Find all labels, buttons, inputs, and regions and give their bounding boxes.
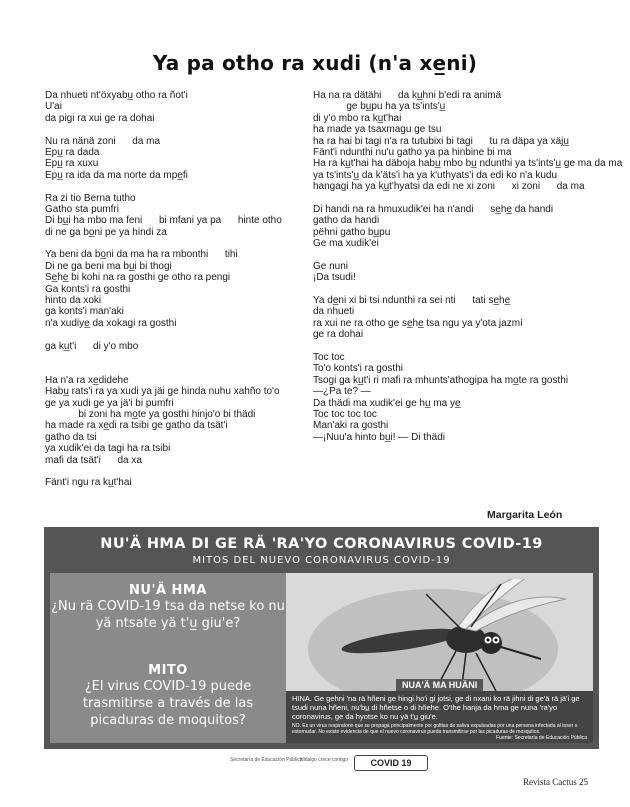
poem-line: hangagi ha ya ku̲t'hyatsi da edi ne xi zoni xi zoni da ma (313, 181, 585, 193)
poem-line: Ha n'a ra xe̲didehe (45, 374, 129, 386)
poem-line: mafi da tsät'i da xa (45, 454, 142, 466)
poem-line (45, 181, 295, 192)
poem-line: Gatho sta pumfri (45, 203, 119, 215)
poem-line: gatho da tsi (45, 431, 97, 443)
poem-line: gatho da handi (313, 215, 380, 227)
myth-es-text: ¿El virus COVID-19 puede trasmitirse a través de las picaduras de moquitos? (82, 679, 254, 728)
poem-right-column (313, 90, 623, 443)
myth-panel (50, 573, 286, 743)
poem-line: Epu̲ ra ida da ma norte da mpe̲fi (45, 169, 188, 181)
poem-line: n'a xudiye̲ da xokagi ra gosthi (45, 317, 177, 329)
poem-line: ha ra hai bi tagi n'a ra tutubixi bi tagi tu ra däpa ya xäju̲ (313, 135, 569, 147)
poem-line: ha made ya tsaxmagu ge tsu (313, 124, 442, 136)
myth-otomi-text: ¿Nu rä COVID-19 tsa da netse ko nu yä ntsate yä t'u̲ giu'e? (51, 599, 285, 631)
poem-line: —¿Pa te? — (313, 386, 371, 398)
poem-line: di ne ga bo̲ni pe ya hindi za (45, 226, 167, 238)
myth-otomi-label: NU'Ä HMA (129, 583, 207, 598)
answer-box (286, 680, 593, 743)
answer-panel (286, 573, 593, 743)
poem-line: Di handi na ra hmuxudik'ei ha n'andi se̲he̲ da handi (313, 203, 554, 215)
poem-line: U'ai (45, 101, 62, 113)
poem-line: Di bu̲i ha mbo ma feni bi mfani ya pa hinte otho (45, 215, 282, 227)
poem-line: To'o konts'i ra gosthi (313, 363, 403, 375)
poem-line (45, 466, 295, 477)
poem-line (45, 352, 295, 363)
sep-logo: Secretaría de Educación Pública (230, 757, 303, 763)
page-footer: Revista Cactus 25 (523, 777, 588, 787)
answer-source: Fuente: Secretaría de Educación Pública (496, 735, 587, 741)
poem-line: Toc toc toc toc (313, 408, 377, 420)
poem-line: Fänt'i ndunthi nu'u gatho ya pa hinbine bi ma (313, 146, 512, 158)
mosquito-icon (326, 579, 576, 694)
poem-line (45, 363, 295, 374)
poem-line: Habu̲ rats'i ra ya xudi ya jäi ge hinda nuhu xahño to'o (45, 386, 280, 398)
poem-line: ge ya xudi ge ya jä'i bi pumfri (45, 397, 174, 409)
poem-line: ge bu̲pu ha ya ts'ints'u̲ (313, 101, 446, 113)
poem-line: Ya de̲ni xi bi tsi ndunthi ra sei nti tati se̲he̲ (313, 295, 511, 307)
poem-line: Fänt'i ngu ra ku̲t'hai (45, 477, 132, 489)
poem-line: Ga konts'i ra gosthi (45, 283, 131, 295)
poem-line: Di ne ga beni ma bu̲i bi thogi (45, 260, 172, 272)
covid19-logo: COVID 19 (354, 755, 428, 771)
poem-line: Se̲he̲ bi kohi na ra gosthi ge otho ra pengi (45, 272, 231, 284)
poster-heading: NU'Ä HMA DI GE RÄ 'RA'YO CORONAVIRUS COVID-19 (100, 536, 543, 552)
poem-left-column (45, 90, 295, 489)
poem-line: Ha ra ku̲t'hai ha däboja habu̲ mbo bu̲ ndunthi ya ts'ints'u̲ ge ma da ma (313, 158, 623, 170)
poem-line: ge ra dohai (313, 329, 364, 341)
poem-line: ga ku̲t'i di y'o mbo (45, 340, 139, 352)
poem-line: bi zoni ha mo̲te ya gosthi hinjo'o bi thädi (45, 408, 256, 420)
poem-line: ¡Da tsudi! (313, 272, 356, 284)
poem-line: ra xui ne ra otho ge se̲he̲ tsa ngu ya y'ota jazmí (313, 317, 523, 329)
poem-line: —¡Nuu'a hinto bu̲i! — Di thädi (313, 431, 445, 443)
poem-line: Epu̲ ra xuxu (45, 158, 99, 170)
poem-title: Ya pa otho ra xudi (n'a xe̲ni) (152, 51, 478, 75)
poem-line: Man'aki ra gosthi (313, 420, 389, 432)
poem-line (313, 341, 583, 352)
poem-line: ya ts'ints'u̲ da k'äts'i ha ya k'uthyats'i da edi ko n'a kudu (313, 169, 558, 181)
poem-line (45, 124, 295, 135)
poem-line: da pigi ra xui ge ra dohai (45, 112, 155, 124)
poem-line: hinto da xoki (45, 295, 102, 307)
poem-line: di y'o mbo ra ku̲t'hai (313, 112, 402, 124)
poem-line (313, 249, 583, 260)
poem-line: Tsogi ga ku̲t'i ri mafi ra mhunts'athogipa ha mo̲te ra gosthi (313, 374, 569, 386)
poem-line: ha made ra xe̲di ra tsibi ge gatho da tsät'i (45, 420, 228, 432)
poster-subheading: MITOS DEL NUEVO CORONAVIRUS COVID-19 (192, 555, 451, 566)
covid-poster (44, 527, 599, 749)
answer-label: NUA'Ä MA HUÄNI (396, 679, 483, 691)
answer-note: NO. Es un virus respiratorio que se propaga principalmente por gotitas de saliva expulsadas por una persona infectada al toser o estornudar. No existe evidencia de que el nuevo coronavirus pueda transmitirse por las picaduras de mosquitos. (292, 723, 578, 735)
poem-line (45, 238, 295, 249)
poem-line: Nu ra nänä zoni da ma (45, 135, 161, 147)
poem-line: Ha na ra dätähi da ku̲hni b'edi ra animä (313, 90, 502, 101)
poem-line: Ya beni da bo̲ni da ma ha ra mbonthi tihi (45, 249, 238, 261)
hidalgo-logo: Hidalgo crece contigo (300, 757, 349, 763)
poem-line: Ra zi tio Berna tutho (45, 192, 136, 204)
sponsor-logos (0, 753, 630, 773)
poem-line: Da thädi ma xudik'ei ge hu̲ ma ye̲ (313, 397, 461, 409)
poem-line (313, 284, 583, 295)
poem-line: Epu̲ ra dada (45, 146, 100, 158)
myth-es-label: MITO (148, 663, 188, 678)
poem-line: Ge nuni (313, 260, 349, 272)
poem-line (313, 193, 583, 204)
poem-line: Da nhueti nt'öxyabu̲ otho ra ñot'i (45, 90, 188, 101)
poem-line: ga konts'i man'aki (45, 306, 124, 318)
poem-line: Ge ma xudik'ei (313, 238, 379, 250)
poem-line: ya xudik'ei da tagi ha ra tsibi (45, 443, 171, 455)
poem-line (45, 329, 295, 340)
answer-text: HINA. Ge gehni 'na rä hñeni ge hingi ho'i gi jotsi, ge di nxani ko rä jihni di ge'ä rä jä'i ge tsudi nuna hñeni, nu'bu̲ di hñetse o di hñehe. O'the hanja da hma ge nuna 'ra'yo coronavirus, ge da hyotse ko nu yä t'u̲ giu'e. (292, 694, 580, 721)
poem-line: Toc toc (313, 351, 345, 363)
author-name: Margarita León (487, 509, 563, 521)
poem-line: da nhueti (313, 306, 355, 318)
poem-line: pëhni gatho bu̲pu (313, 226, 391, 238)
